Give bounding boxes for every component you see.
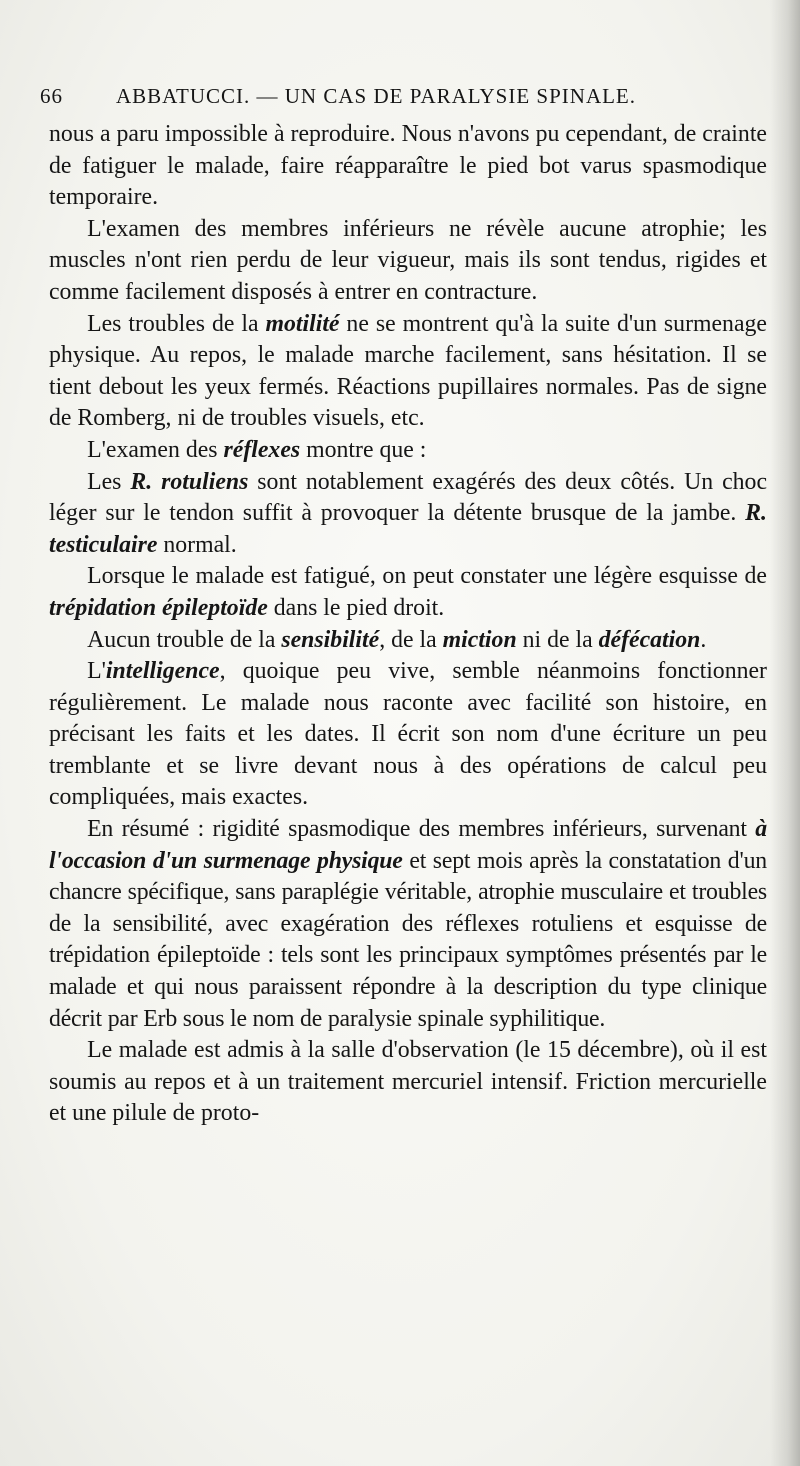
text-run: L'examen des membres inférieurs ne révèle aucune atrophie; les muscles n'ont rien perdu de leur vigueur, mais ils sont tendus, rigides et comme facilement disposés à entrer en contracture.: [49, 215, 767, 305]
italic-term: sensibilité: [281, 626, 380, 653]
text-run: nous a paru impossible à reproduire. Nous n'avons pu cependant, de crainte de fatiguer le malade, faire réapparaître le pied bot varus spasmodique temporaire.: [49, 121, 767, 211]
paragraph: [49, 467, 767, 562]
text-run: Les troubles de la: [87, 310, 266, 337]
text-run: et sept mois après la constatation d'un chancre spécifique, sans paraplégie véritable, atrophie musculaire et troubles de la sensibilité, avec exagération des réflexes rotuliens et esquisse de trépidation épileptoïde : tels sont les principaux symptômes présentés par le malade et qui nous paraissent répondre à la description du type clinique décrit par Erb sous le nom de paralysie spinale syphilitique.: [49, 847, 767, 1032]
text-run: dans le pied droit.: [267, 594, 445, 621]
italic-term: R. rotuliens: [130, 468, 249, 495]
text-run: Les: [87, 468, 131, 495]
paragraph: [49, 309, 767, 435]
body-text: [49, 119, 767, 1130]
page-header: [40, 84, 762, 120]
text-run: normal.: [157, 531, 237, 558]
text-run: Le malade est admis à la salle d'observation (le 15 décembre), où il est soumis au repos et à un traitement mercuriel intensif. Friction mercurielle et une pilule de proto-: [49, 1037, 767, 1127]
italic-term: réflexes: [223, 436, 301, 463]
paragraph: [49, 814, 767, 1035]
italic-term: intelligence: [105, 658, 220, 685]
paragraph: [49, 214, 767, 309]
text-run: L'examen des: [87, 436, 224, 463]
text-run: En résumé : rigidité spasmodique des membres inférieurs, survenant: [87, 816, 756, 843]
text-run: montre que :: [300, 436, 427, 463]
paragraph: [49, 561, 767, 624]
paragraph: [49, 625, 767, 657]
text-run: sont notablement exagérés des deux côtés. Un choc léger sur le tendon suffit à provoquer la détente brusque de la jambe.: [49, 468, 768, 527]
paragraph: [49, 1035, 767, 1130]
italic-term: motilité: [265, 310, 340, 337]
text-run: ni de la: [516, 626, 599, 653]
text-run: ne se montrent qu'à la suite d'un surmenage physique. Au repos, le malade marche facilement, sans hésitation. Il se tient debout les yeux fermés. Réactions pupillaires normales. Pas de signe de Romberg, ni de troubles visuels, etc.: [49, 310, 767, 432]
text-run: L': [87, 658, 106, 685]
text-run: , quoique peu vive, semble néanmoins fonctionner régulièrement. Le malade nous raconte avec facilité son histoire, en précisant les faits et les dates. Il écrit son nom d'une écriture un peu tremblante et se livre devant nous à des opérations de calcul peu compliquées, mais exactes.: [49, 658, 767, 811]
italic-term: R. testiculaire: [49, 500, 767, 558]
italic-term: trépidation épileptoïde: [49, 594, 268, 621]
running-head: ABBATUCCI. — UN CAS DE PARALYSIE SPINALE.: [116, 84, 637, 108]
text-run: Lorsque le malade est fatigué, on peut constater une légère esquisse de: [87, 563, 767, 590]
page-number: 66: [40, 84, 63, 108]
text-run: , de la: [379, 626, 443, 653]
text-run: Aucun trouble de la: [87, 626, 282, 653]
paragraph: [49, 656, 767, 814]
paragraph: [49, 435, 767, 467]
paragraph: [49, 119, 767, 214]
text-run: .: [700, 626, 707, 653]
italic-term: miction: [442, 626, 517, 653]
italic-term: à l'occasion d'un surmenage physique: [49, 816, 767, 874]
page-edge-shadow: [770, 0, 800, 1466]
italic-term: défécation: [598, 626, 701, 653]
